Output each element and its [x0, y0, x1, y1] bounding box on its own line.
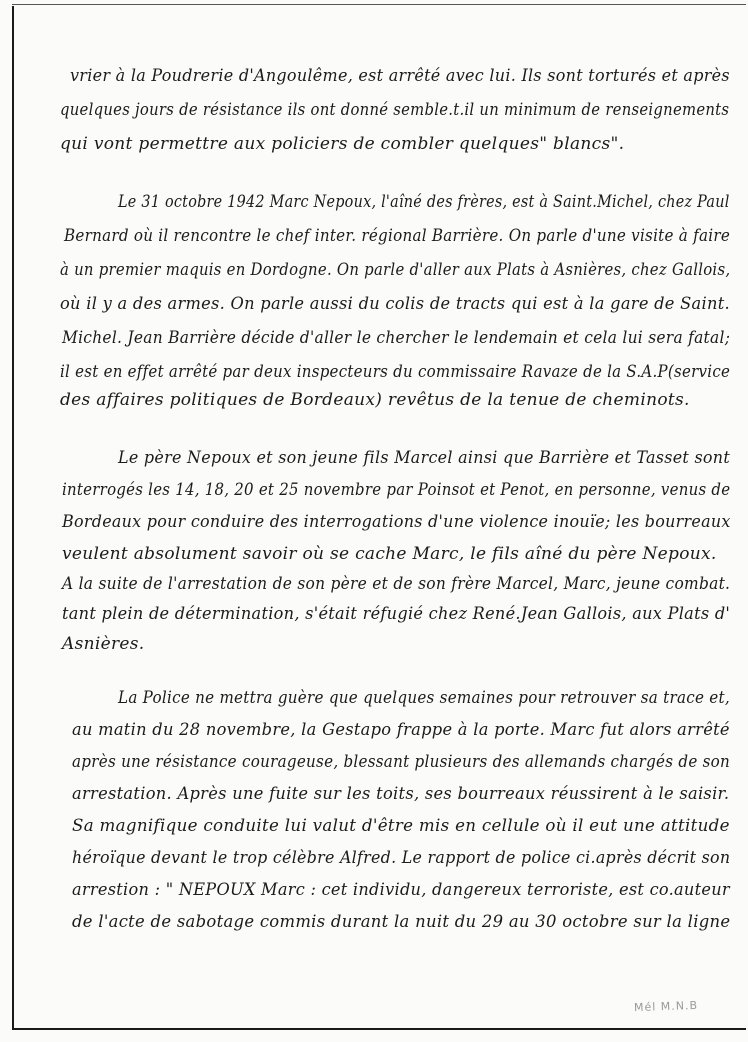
text-line: arrestion : " NEPOUX Marc : cet individu, dangereux terroriste, est co.auteur	[72, 880, 730, 900]
text-line: Le père Nepoux et son jeune fils Marcel ainsi que Barrière et Tasset sont	[118, 448, 731, 468]
text-line: des affaires politiques de Bordeaux) revêtus de la tenue de cheminots.	[60, 390, 690, 410]
text-line: quelques jours de résistance ils ont donné semble.t.il un minimum de renseignements	[60, 100, 730, 120]
text-line: Bernard où il rencontre le chef inter. régional Barrière. On parle d'une visite à faire	[64, 226, 731, 246]
text-line: où il y a des armes. On parle aussi du colis de tracts qui est à la gare de Saint.	[60, 294, 730, 314]
text-line: La Police ne mettra guère que quelques semaines pour retrouver sa trace et,	[118, 688, 730, 708]
text-line: qui vont permettre aux policiers de combler quelques" blancs".	[60, 134, 625, 154]
text-line: A la suite de l'arrestation de son père et de son frère Marcel, Marc, jeune combat.	[62, 574, 731, 594]
page-border-left	[12, 6, 14, 1030]
text-line: Michel. Jean Barrière décide d'aller le chercher le lendemain et cela lui sera fatal;	[62, 328, 731, 348]
text-line: de l'acte de sabotage commis durant la nuit du 29 au 30 octobre sur la ligne	[72, 912, 731, 932]
page-border-bottom	[12, 1028, 746, 1030]
text-line: tant plein de détermination, s'était réfugié chez René.Jean Gallois, aux Plats d'	[62, 604, 731, 624]
text-line: interrogés les 14, 18, 20 et 25 novembre par Poinsot et Penot, en personne, venus de	[62, 480, 731, 500]
text-line: veulent absolument savoir où se cache Marc, le fils aîné du père Nepoux.	[62, 544, 717, 564]
text-line: à un premier maquis en Dordogne. On parle d'aller aux Plats à Asnières, chez Gallois,	[60, 260, 731, 280]
text-line: il est en effet arrêté par deux inspecteurs du commissaire Ravaze de la S.A.P(service	[60, 362, 731, 382]
text-line: Le 31 octobre 1942 Marc Nepoux, l'aîné des frères, est à Saint.Michel, chez Paul	[118, 192, 730, 212]
text-line: Sa magnifique conduite lui valut d'être mis en cellule où il eut une attitude	[72, 816, 730, 836]
page-border-top	[12, 4, 746, 5]
text-line: après une résistance courageuse, blessant plusieurs des allemands chargés de son	[72, 752, 731, 772]
text-line: Bordeaux pour conduire des interrogations d'une violence inouïe; les bourreaux	[62, 512, 731, 532]
text-line: vrier à la Poudrerie d'Angoulême, est arrêté avec lui. Ils sont torturés et après	[70, 66, 730, 86]
text-line: arrestation. Après une fuite sur les toits, ses bourreaux réussirent à le saisir.	[72, 784, 730, 804]
text-line: héroïque devant le trop célèbre Alfred. Le rapport de police ci.après décrit son	[72, 848, 731, 868]
text-line: Asnières.	[62, 634, 145, 654]
text-line: au matin du 28 novembre, la Gestapo frappe à la porte. Marc fut alors arrêté	[72, 720, 730, 740]
archive-stamp: Mél M.N.B	[633, 998, 699, 1015]
